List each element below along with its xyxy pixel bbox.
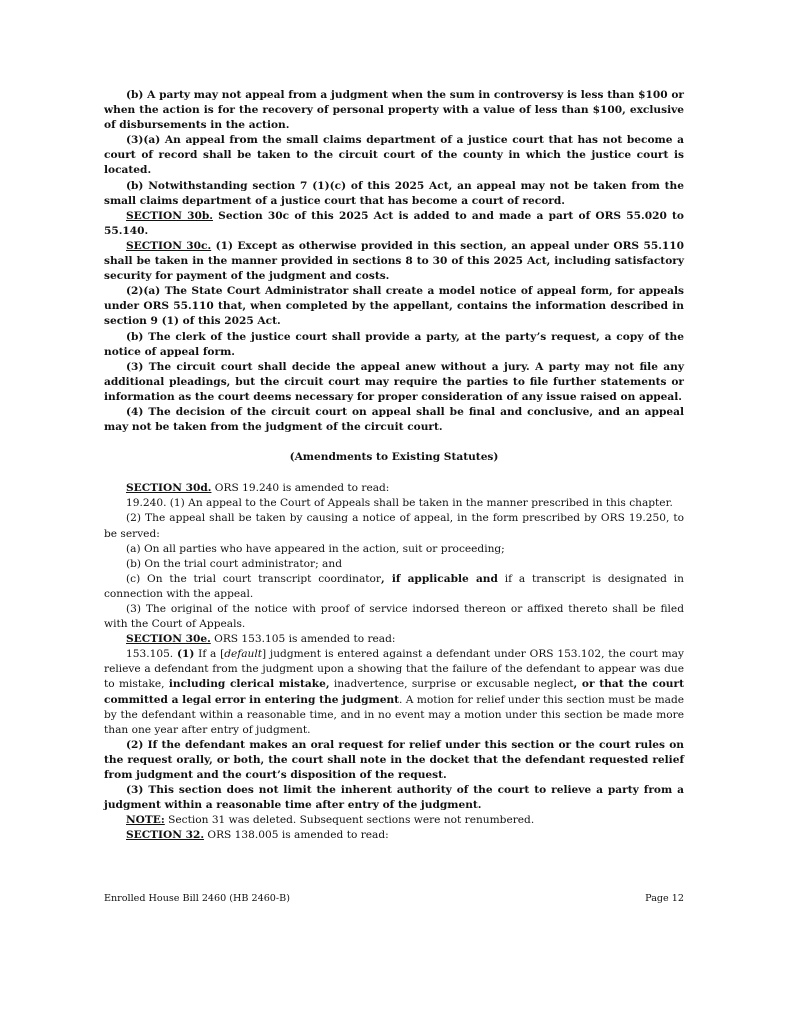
ors-153105-2: (2) If the defendant makes an oral request for relief under this section or the court rules on the request orally, or both, the court shall note in the docket that the defendant requested relief from judgment and the court’s disposition of the request.: [104, 738, 684, 782]
ors-19240-2: (2) The appeal shall be taken by causing a notice of appeal, in the form prescribed by ORS 19.250, to be served:: [104, 512, 684, 540]
note-label: NOTE:: [126, 814, 165, 827]
footer-bill-title: Enrolled House Bill 2460 (HB 2460-B): [104, 893, 290, 904]
ors-153105-text-i: . A motion for relief under this section must be made by the defendant within a reasonable time, and in no event may a motion under this section be made more than one year after entry of judgment.: [104, 693, 684, 736]
page-footer: [104, 893, 684, 904]
paragraph-1b: (b) A party may not appeal from a judgment when the sum in controversy is less than $100 or when the action is for the recovery of personal property with a value of less than $100, exclusive of disbursements in the action.: [104, 89, 684, 132]
ors-19240-1: 19.240. (1) An appeal to the Court of Appeals shall be taken in the manner prescribed in this chapter.: [126, 497, 673, 510]
section-30e-text: ORS 153.105 is amended to read:: [210, 633, 396, 646]
ors-19240-2c: [104, 572, 684, 602]
section-30c-2a: (2)(a) The State Court Administrator shall create a model notice of appeal form, for appeals under ORS 55.110 that, when completed by the appellant, contains the information described in section 9 (1) of this 2025 Act.: [104, 285, 684, 328]
ors-19240-2c-text-c: if a transcript is designated in connection with the appeal.: [104, 572, 684, 600]
section-30c-3: (3) The circuit court shall decide the appeal anew without a jury. A party may not file any additional pleadings, but the circuit court may require the parties to file further statements or information as the court deems necessary for proper consideration of any issue raised on appeal.: [104, 360, 684, 403]
ors-153105-3: (3) This section does not limit the inherent authority of the court to relieve a party from a judgment within a reasonable time after entry of the judgment.: [104, 784, 684, 812]
section-30d-text: ORS 19.240 is amended to read:: [211, 482, 390, 495]
section-32-text: ORS 138.005 is amended to read:: [204, 829, 389, 842]
section-30e-label: SECTION 30e.: [126, 633, 211, 646]
section-30c-2b: (b) The clerk of the justice court shall provide a party, at the party’s request, a copy of the notice of appeal form.: [104, 330, 684, 358]
note: [104, 813, 684, 828]
ors-153105-text-c: If a [: [194, 648, 225, 661]
ors-153105-1: [104, 647, 684, 738]
section-30c-label: SECTION 30c.: [126, 239, 212, 252]
section-30e: [104, 632, 684, 647]
note-text: Section 31 was deleted. Subsequent sections were not renumbered.: [164, 814, 535, 827]
section-30b-label: SECTION 30b.: [126, 209, 213, 222]
ors-153105-text-g: inadvertence, surprise or excusable neglect: [329, 678, 574, 691]
ors-153105-sub1: (1): [176, 648, 195, 661]
ors-153105-deleted-word: default: [224, 648, 263, 661]
ors-153105-number: 153.105.: [126, 648, 177, 661]
ors-19240-2c-amendment: , if applicable and: [381, 572, 498, 585]
document-body: [104, 88, 684, 844]
section-30b-text: Section 30c of this 2025 Act is added to and made a part of ORS 55.020 to 55.140.: [104, 209, 685, 237]
section-30c: [104, 239, 684, 284]
paragraph-3a: (3)(a) An appeal from the small claims department of a justice court that has not become a court of record shall be taken to the circuit court of the county in which the justice court is located.: [104, 134, 684, 177]
ors-153105-legal-error: , or that the court committed a legal error in entering the judgment: [104, 678, 684, 706]
footer-page-number: Page 12: [645, 893, 684, 904]
section-30c-text: (1) Except as otherwise provided in this section, an appeal under ORS 55.110 shall be taken in the manner provided in sections 8 to 30 of this 2025 Act, including satisfactory security for payment of the judgment and costs.: [104, 239, 685, 283]
ors-153105-clerical: including clerical mistake,: [168, 678, 330, 691]
ors-153105-text-e: ] judgment is entered against a defendant under ORS 153.102, the court may relieve a defendant from the judgment upon a showing that the failure of the defendant to appear was due to mistake,: [104, 648, 684, 691]
ors-19240-2c-text-a: (c) On the trial court transcript coordinator: [126, 572, 381, 585]
section-32: [104, 828, 684, 843]
paragraph-3b: (b) Notwithstanding section 7 (1)(c) of this 2025 Act, an appeal may not be taken from the small claims department of a justice court that has become a court of record.: [104, 179, 684, 207]
ors-19240-2b: (b) On the trial court administrator; and: [126, 557, 342, 570]
amendments-heading: (Amendments to Existing Statutes): [289, 451, 499, 464]
section-30d: [104, 481, 684, 496]
section-30c-4: (4) The decision of the circuit court on appeal shall be final and conclusive, and an appeal may not be taken from the judgment of the circuit court.: [104, 405, 684, 434]
section-30d-label: SECTION 30d.: [126, 482, 212, 495]
section-30b: [104, 209, 684, 239]
section-32-label: SECTION 32.: [126, 829, 205, 842]
ors-19240-2a: (a) On all parties who have appeared in the action, suit or proceeding;: [126, 542, 505, 555]
ors-19240-3: (3) The original of the notice with proof of service indorsed thereon or affixed thereto shall be filed with the Court of Appeals.: [104, 603, 684, 631]
